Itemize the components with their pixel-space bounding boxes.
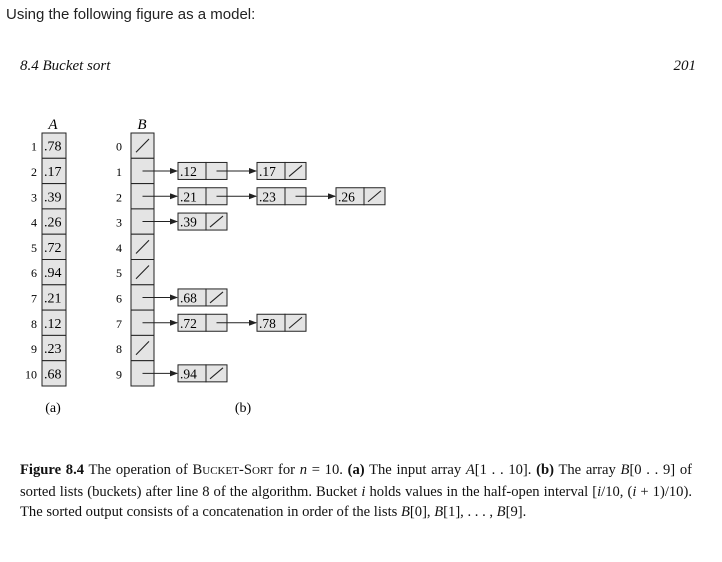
array-a-value: .68 [44,367,62,383]
caption-text: [9]. [505,504,527,520]
array-a-value: .94 [44,266,62,282]
array-b-index: 7 [116,316,122,331]
list-node-value: .39 [180,214,197,230]
array-b-index: 9 [116,367,122,382]
array-a-value: .23 [44,342,62,358]
array-a-index: 6 [31,266,37,281]
array-a-index: 1 [31,139,37,154]
caption-text: /10, ( [601,483,633,500]
caption-var: B [620,462,630,478]
caption-text: = 10. [307,462,348,478]
sublabel-a: (a) [45,401,61,416]
array-a-index: 5 [31,240,37,255]
caption-var: B [496,504,506,520]
array-a-index: 3 [31,190,37,205]
array-b-index: 8 [116,342,122,357]
list-node-value: .23 [259,189,276,205]
array-a-value: .78 [44,139,62,155]
array-b-index: 0 [116,139,122,154]
caption-part-b: (b) [536,462,554,478]
array-b [116,133,385,386]
array-a-value: .21 [44,291,62,307]
list-node-value: .68 [180,290,197,306]
list-node-value: .78 [259,315,276,331]
caption-text: + 1)/10). The sorted output consists of a concatenation in order of the lists [20,483,692,520]
array-a-value: .12 [44,316,62,332]
caption-algo-name: UCKET [202,465,239,477]
array-a-value: .26 [44,215,62,231]
array-a [25,133,66,386]
caption-algo-name: ORT [251,465,274,477]
array-a-value: .72 [44,240,62,256]
caption-text: [1], . . . , [443,504,497,520]
array-b-label: B [137,117,147,133]
array-a-index: 10 [25,367,37,382]
caption-var: B [434,504,444,520]
caption-var: i [361,483,366,500]
array-a-value: .17 [44,164,62,180]
section-header: 8.4 Bucket sort [20,58,111,74]
list-node-value: .94 [180,366,197,382]
list-node-value: .17 [259,163,276,179]
array-b-index: 6 [116,291,122,306]
caption-var: A [465,462,475,478]
array-b-index: 5 [116,266,122,281]
caption-var: i [597,483,602,500]
list-node-value: .72 [180,315,197,331]
caption-part-a: (a) [347,462,365,478]
caption-var: n [299,462,308,478]
caption-text: The input array [364,462,466,478]
caption-text: The array [554,462,621,478]
caption-text: [0 . . 9] of sorted lists (buckets) after line 8 of the algorithm. Bucket [20,462,693,500]
array-a-value: .39 [44,190,62,206]
list-node-value: .26 [338,189,355,205]
caption-text: [1 . . 10]. [474,462,537,478]
caption-text: The operation of [84,462,193,478]
array-a-label: A [48,117,58,133]
caption-algo-name: -S [238,462,252,478]
figure-caption [20,460,692,523]
list-node-value: .12 [180,163,197,179]
array-a-index: 2 [31,164,37,179]
list-node-value: .21 [180,189,197,205]
array-a-index: 9 [31,342,37,357]
intro-text: Using the following figure as a model: [6,6,256,23]
page-number: 201 [673,58,696,74]
caption-var: i [632,483,637,500]
array-b-index: 3 [116,215,122,230]
caption-text: for [273,462,300,478]
array-a-index: 7 [31,291,37,306]
caption-algo-name: B [192,462,203,478]
caption-text: holds values in the half-open interval [ [365,483,598,500]
caption-text: [0], [409,504,435,520]
array-b-index: 2 [116,190,122,205]
sublabel-b: (b) [234,401,252,416]
caption-var: B [400,504,410,520]
array-b-index: 4 [116,240,122,255]
array-a-index: 8 [31,316,37,331]
array-a-index: 4 [31,215,37,230]
array-b-index: 1 [116,164,122,179]
caption-figure-number: Figure 8.4 [20,462,85,478]
